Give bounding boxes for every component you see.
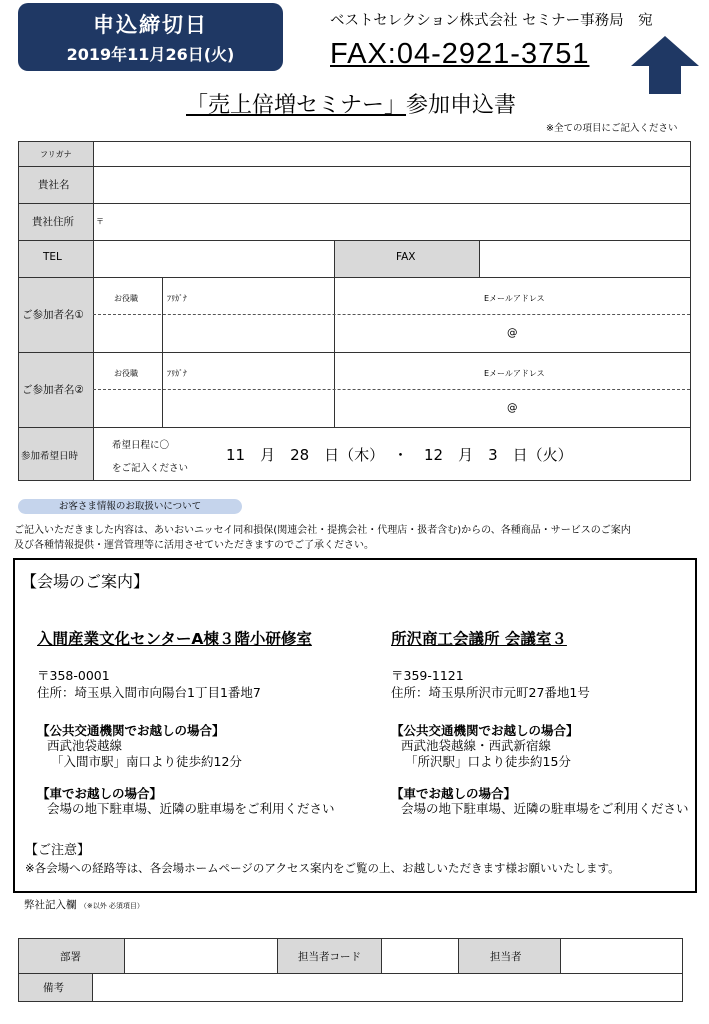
date-option-2[interactable]: 12 月 3 日（火） [424,446,573,464]
furigana-label: フリガナ [40,150,72,159]
deadline-badge [18,3,283,71]
venue-left-postal: 〒358-0001 [37,668,110,683]
venue-heading: 【会場のご案内】 [21,572,150,591]
caution-title: 【ご注意】 [25,843,91,858]
venue-right-transit-line1: 西武池袋越線・西武新宿線 [401,738,552,753]
company-address-label: 貴社住所 [32,216,74,228]
form-title [186,88,516,119]
participant-1-title-field[interactable] [94,315,162,351]
participant-1-email-label: Eメールアドレス [484,294,545,303]
participant-2-title-label: お役職 [114,369,138,378]
participant-2-email-label: Eメールアドレス [484,369,545,378]
venue-right-postal: 〒359-1121 [391,668,464,683]
privacy-line-1: ご記入いただきました内容は、あいおいニッセイ同和損保(関連会社・提携会社・代理店・扱者含む)からの、各種商品・サービスのご案内 [14,525,631,536]
participant-2-email-field[interactable] [335,390,690,426]
venue-left-transit-line1: 西武池袋越線 [47,738,123,753]
venue-right-transit-line2: 「所沢駅」口より徒歩約15分 [405,754,571,769]
venue-left-transit-title: 【公共交通機関でお越しの場合】 [37,723,225,738]
deadline-title: 申込締切日 [93,13,208,37]
fax-label: FAX [396,251,416,263]
destination: ベストセレクション株式会社 セミナー事務局 宛 [330,13,653,29]
tel-field[interactable] [94,241,334,277]
date-hint-2: をご記入ください [112,463,189,474]
date-label: 参加希望日時 [21,451,79,462]
privacy-title: お客さま情報のお取扱いについて [18,499,242,514]
venue-left-name: 入間産業文化センターA棟３階小研修室 [37,630,312,648]
fax-field[interactable] [480,241,690,277]
company-name-label: 貴社名 [38,179,70,191]
participant-1-at: @ [507,327,518,339]
privacy-text [14,523,704,553]
form-title-rest: 参加申込書 [406,93,517,118]
office-use-label: 弊社記入欄 [24,899,77,911]
department-field[interactable] [125,939,277,973]
participant-1-email-field[interactable] [335,315,690,351]
venue-left-car-title: 【車でお越しの場合】 [37,786,163,801]
caution-text: ※各会場への経路等は、各会場ホームページのアクセス案内をご覧の上、お越しいただきます様お願いいたします。 [25,861,620,875]
date-option-1[interactable]: 11 月 28 日（木） [226,446,385,464]
fill-note: ※全ての項目にご記入ください [546,123,678,134]
participant-2-furigana-label: ﾌﾘｶﾞﾅ [167,369,187,378]
remarks-label: 備考 [43,982,64,994]
company-address-field[interactable] [94,204,690,240]
staff-label: 担当者 [490,951,522,963]
venue-right-car-text: 会場の地下駐車場、近隣の駐車場をご利用ください [401,801,689,816]
date-separator: ・ [393,446,409,464]
company-name-field[interactable] [94,167,690,203]
deadline-date: 2019年11月26日(火) [66,45,235,64]
venue-left-address: 住所：埼玉県入間市向陽台1丁目1番地7 [37,685,261,700]
participant-1-title-label: お役職 [114,294,138,303]
participant-1-label: ご参加者名① [22,309,84,321]
department-label: 部署 [60,951,81,963]
participant-2-label: ご参加者名② [22,384,84,396]
participant-2-name-field[interactable] [163,390,334,426]
participant-1-furigana-label: ﾌﾘｶﾞﾅ [167,294,187,303]
participant-1-name-field[interactable] [163,315,334,351]
staff-code-label: 担当者コード [298,951,361,963]
fax-number: FAX:04-2921-3751 [330,38,590,70]
venue-right-address: 住所：埼玉県所沢市元町27番地1号 [391,685,590,700]
tel-label: TEL [43,251,62,263]
venue-left-transit-line2: 「入間市駅」南口より徒歩約12分 [51,754,242,769]
venue-info-box [13,558,697,893]
privacy-line-2: 及び各種情報提供・運営管理等に活用させていただきますのでご了承ください。 [14,540,374,551]
venue-right-car-title: 【車でお越しの場合】 [391,786,517,801]
date-hint-1: 希望日程に〇 [112,440,170,451]
office-use-note: （※以外 必須項目） [79,902,144,910]
form-title-quoted: 「売上倍増セミナー」 [186,93,407,118]
venue-right-transit-title: 【公共交通機関でお越しの場合】 [391,723,579,738]
venue-left-car-text: 会場の地下駐車場、近隣の駐車場をご利用ください [47,801,335,816]
office-use-title [24,897,144,912]
postal-mark: 〒 [96,217,104,226]
up-arrow-icon [631,36,699,94]
staff-field[interactable] [561,939,682,973]
staff-code-field[interactable] [382,939,458,973]
participant-2-at: @ [507,402,518,414]
venue-right-name: 所沢商工会議所 会議室３ [391,630,567,648]
furigana-field[interactable] [94,142,690,166]
remarks-field[interactable] [93,974,682,1001]
participant-2-title-field[interactable] [94,390,162,426]
